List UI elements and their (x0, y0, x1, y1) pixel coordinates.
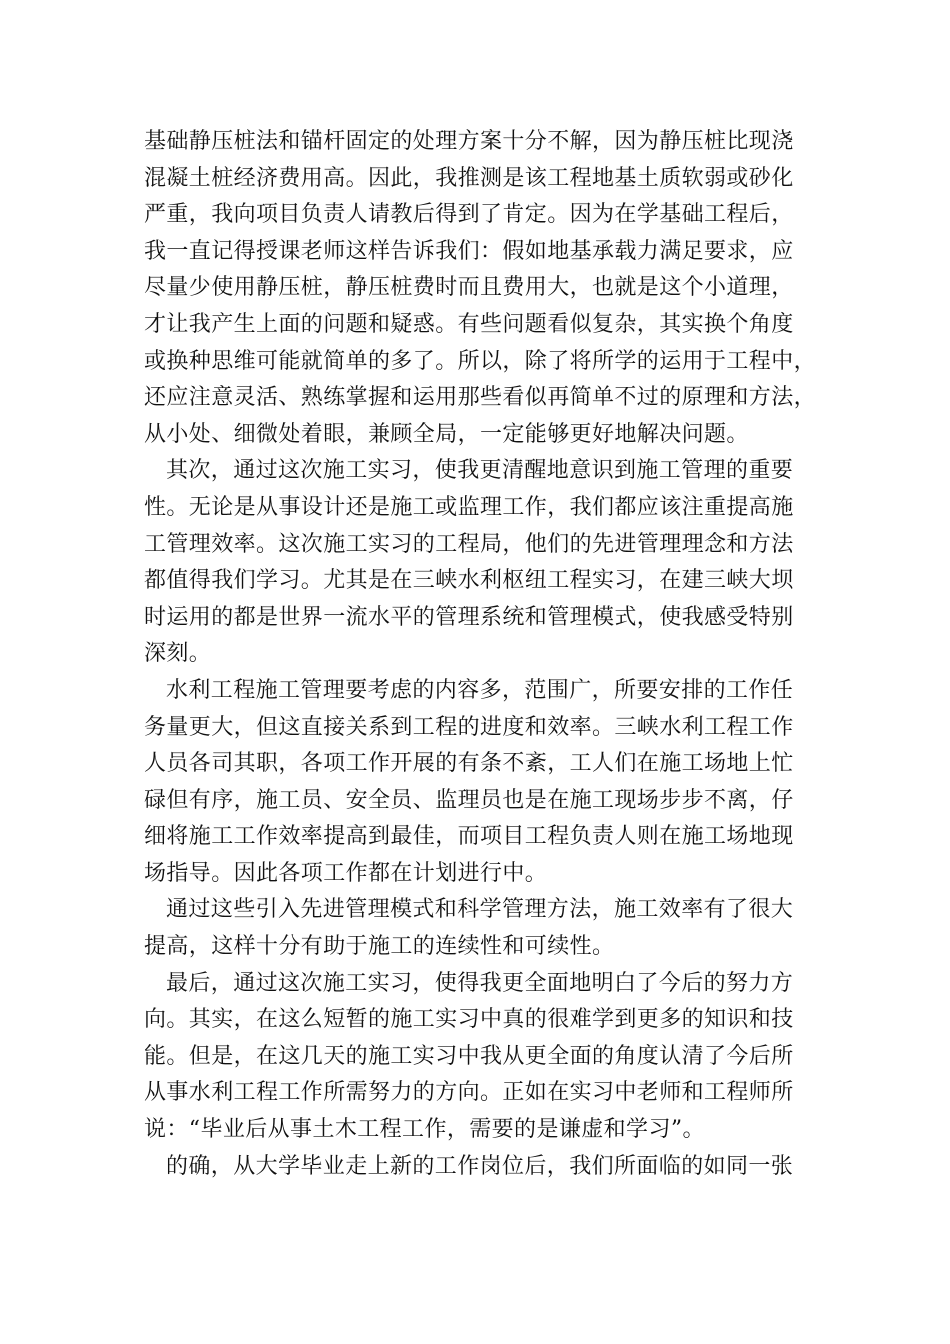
text-line: 才让我产生上面的问题和疑惑。有些问题看似复杂，其实换个角度 (144, 311, 794, 337)
text-line: 务量更大，但这直接关系到工程的进度和效率。三峡水利工程工作 (144, 714, 794, 740)
text-line: 都值得我们学习。尤其是在三峡水利枢纽工程实习，在建三峡大坝 (144, 568, 794, 594)
text-line: 场指导。因此各项工作都在计划进行中。 (144, 860, 548, 886)
text-line: 细将施工工作效率提高到最佳，而项目工程负责人则在施工场地现 (144, 824, 794, 850)
text-line: 向。其实，在这么短暂的施工实习中真的很难学到更多的知识和技 (144, 1007, 794, 1033)
text-line: 从小处、细微处着眼，兼顾全局，一定能够更好地解决问题。 (144, 421, 749, 447)
text-line: 基础静压桩法和锚杆固定的处理方案十分不解，因为静压桩比现浇 (144, 129, 794, 154)
paragraph-start-line: 水利工程施工管理要考虑的内容多，范围广，所要安排的工作任 (166, 677, 794, 703)
document-body (144, 124, 824, 1185)
text-line: 说：“毕业后从事土木工程工作，需要的是谦虚和学习”。 (144, 1117, 705, 1143)
text-line: 提高，这样十分有助于施工的连续性和可续性。 (144, 934, 615, 960)
text-line: 还应注意灵活、熟练掌握和运用那些看似再简单不过的原理和方法， (144, 385, 817, 411)
text-line: 混凝土桩经济费用高。因此，我推测是该工程地基土质软弱或砂化 (144, 165, 794, 191)
text-line: 时运用的都是世界一流水平的管理系统和管理模式，使我感受特别 (144, 604, 794, 630)
text-line: 我一直记得授课老师这样告诉我们：假如地基承载力满足要求，应 (144, 238, 794, 264)
paragraph-start-line: 通过这些引入先进管理模式和科学管理方法，施工效率有了很大 (166, 897, 794, 923)
paragraph-start-line: 最后，通过这次施工实习，使得我更全面地明白了今后的努力方 (166, 970, 794, 996)
text-line: 或换种思维可能就简单的多了。所以，除了将所学的运用于工程中， (144, 348, 817, 374)
text-line: 尽量少使用静压桩，静压桩费时而且费用大，也就是这个小道理， (144, 275, 794, 301)
text-line: 性。无论是从事设计还是施工或监理工作，我们都应该注重提高施 (144, 494, 794, 520)
text-line: 人员各司其职，各项工作开展的有条不紊，工人们在施工场地上忙 (144, 751, 794, 777)
paragraph-start-line: 的确，从大学毕业走上新的工作岗位后，我们所面临的如同一张 (166, 1153, 794, 1179)
text-line: 工管理效率。这次施工实习的工程局，他们的先进管理理念和方法 (144, 531, 794, 557)
text-line: 深刻。 (144, 641, 212, 667)
paragraph-start-line: 其次，通过这次施工实习，使我更清醒地意识到施工管理的重要 (166, 458, 794, 484)
text-line: 能。但是，在这几天的施工实习中我从更全面的角度认清了今后所 (144, 1043, 794, 1069)
text-line: 从事水利工程工作所需努力的方向。正如在实习中老师和工程师所 (144, 1080, 794, 1106)
text-line: 碌但有序，施工员、安全员、监理员也是在施工现场步步不离，仔 (144, 787, 794, 813)
text-line: 严重，我向项目负责人请教后得到了肯定。因为在学基础工程后， (144, 202, 794, 228)
